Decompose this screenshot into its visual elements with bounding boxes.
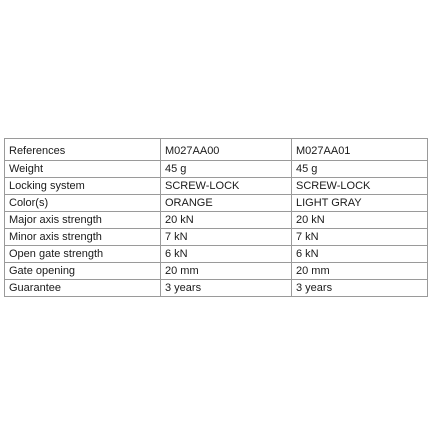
spec-table xyxy=(4,138,428,297)
row-label: Open gate strength xyxy=(5,246,161,263)
table-row-minor-axis-strength xyxy=(5,229,428,246)
row-value-1: 45 g xyxy=(161,161,292,178)
row-label: Color(s) xyxy=(5,195,161,212)
row-value-1: 6 kN xyxy=(161,246,292,263)
row-value-2: 20 kN xyxy=(292,212,428,229)
row-value-1: 20 mm xyxy=(161,263,292,280)
row-value-2: 3 years xyxy=(292,280,428,297)
row-value-2: 20 mm xyxy=(292,263,428,280)
row-value-1: 7 kN xyxy=(161,229,292,246)
row-value-1: ORANGE xyxy=(161,195,292,212)
row-value-2: 7 kN xyxy=(292,229,428,246)
row-value-1: SCREW-LOCK xyxy=(161,178,292,195)
row-value-1: 3 years xyxy=(161,280,292,297)
table-row-colors xyxy=(5,195,428,212)
table-row-open-gate-strength xyxy=(5,246,428,263)
row-label: Weight xyxy=(5,161,161,178)
row-label: Minor axis strength xyxy=(5,229,161,246)
row-label: Guarantee xyxy=(5,280,161,297)
table-row-weight xyxy=(5,161,428,178)
header-cell-ref-1: M027AA00 xyxy=(161,139,292,161)
row-value-2: SCREW-LOCK xyxy=(292,178,428,195)
table-header-row xyxy=(5,139,428,161)
row-value-2: 45 g xyxy=(292,161,428,178)
table-row-guarantee xyxy=(5,280,428,297)
row-value-2: 6 kN xyxy=(292,246,428,263)
table-row-locking-system xyxy=(5,178,428,195)
row-label: Major axis strength xyxy=(5,212,161,229)
header-cell-ref-2: M027AA01 xyxy=(292,139,428,161)
header-cell-label: References xyxy=(5,139,161,161)
row-label: Locking system xyxy=(5,178,161,195)
table-row-major-axis-strength xyxy=(5,212,428,229)
row-label: Gate opening xyxy=(5,263,161,280)
row-value-2: LIGHT GRAY xyxy=(292,195,428,212)
row-value-1: 20 kN xyxy=(161,212,292,229)
table-row-gate-opening xyxy=(5,263,428,280)
